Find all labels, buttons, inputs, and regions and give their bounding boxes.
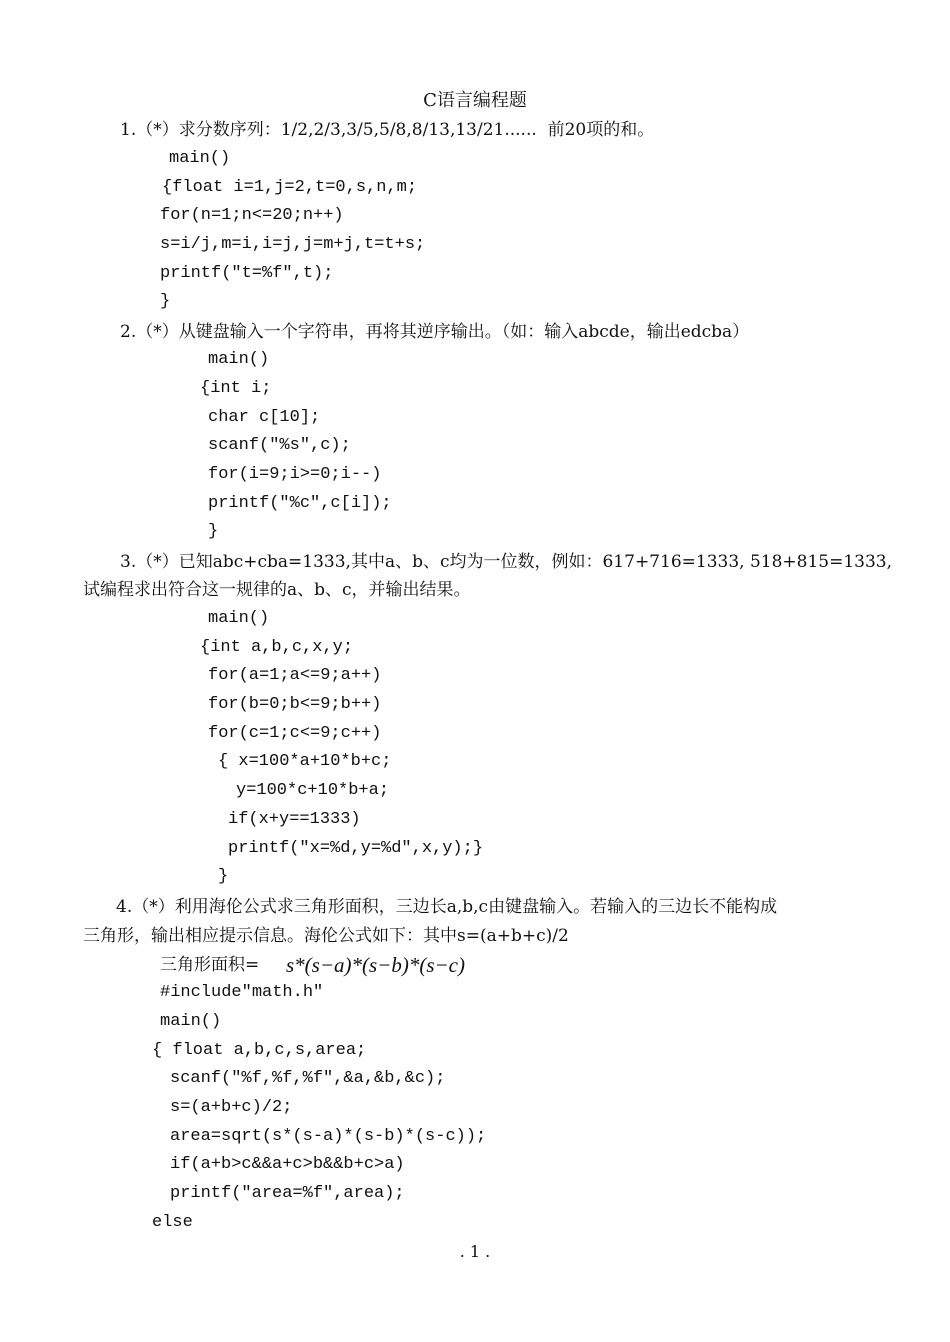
page-number: . 1 . [459,1242,491,1261]
code-line: printf("x=%d,y=%d",x,y);} [228,839,484,858]
code-line: } [160,292,171,311]
code-line: s=(a+b+c)/2; [170,1098,293,1117]
code-line: if(a+b>c&&a+c>b&&b+c>a) [170,1155,405,1174]
code-line: if(x+y==1333) [228,810,361,829]
code-line: scanf("%f,%f,%f",&a,&b,&c); [170,1069,446,1088]
code-line: } [218,867,229,886]
code-line: char c[10]; [208,408,321,427]
code-line: { float a,b,c,s,area; [152,1041,367,1060]
code-line: for(c=1;c<=9;c++) [208,724,382,743]
page-title: C语言编程题 [423,90,527,111]
code-line: for(a=1;a<=9;a++) [208,666,382,685]
question-3-text: 3.（*）已知abc+cba=1333,其中a、b、c均为一位数，例如：617+716=1333, 518+815=1333, [120,552,892,572]
code-line: for(i=9;i>=0;i--) [208,465,382,484]
code-line: #include"math.h" [160,983,324,1002]
code-line: main() [160,1012,222,1031]
question-4-text: 4.（*）利用海伦公式求三角形面积，三边长a,b,c由键盘输入。若输入的三边长不能构成 [116,897,778,917]
code-line: for(b=0;b<=9;b++) [208,695,382,714]
code-line: {int a,b,c,x,y; [200,638,354,657]
question-2-text: 2.（*）从键盘输入一个字符串，再将其逆序输出。（如：输入abcde，输出edcba） [120,322,750,342]
formula-label: 三角形面积= [160,955,260,975]
code-line: printf("area=%f",area); [170,1184,405,1203]
heron-formula: s*(s−a)*(s−b)*(s−c) [286,953,465,977]
question-4-text-cont: 三角形，输出相应提示信息。海伦公式如下：其中s=(a+b+c)/2 [83,926,569,946]
question-3-text-cont: 试编程求出符合这一规律的a、b、c，并输出结果。 [83,580,471,600]
code-line: main() [208,350,270,369]
code-line: {float i=1,j=2,t=0,s,n,m; [162,178,418,197]
code-line: main() [169,149,231,168]
code-line: else [152,1213,193,1232]
code-line: y=100*c+10*b+a; [236,781,390,800]
code-line: {int i; [200,379,272,398]
code-line: for(n=1;n<=20;n++) [160,206,344,225]
code-line: } [208,522,219,541]
question-1-text: 1.（*）求分数序列：1/2,2/3,3/5,5/8,8/13,13/21...... 前20项的和。 [120,120,655,140]
code-line: s=i/j,m=i,i=j,j=m+j,t=t+s; [160,235,426,254]
code-line: scanf("%s",c); [208,436,351,455]
code-line: printf("%c",c[i]); [208,494,392,513]
code-line: printf("t=%f",t); [160,264,334,283]
code-line: area=sqrt(s*(s-a)*(s-b)*(s-c)); [170,1127,487,1146]
code-line: { x=100*a+10*b+c; [218,752,392,771]
code-line: main() [208,609,270,628]
